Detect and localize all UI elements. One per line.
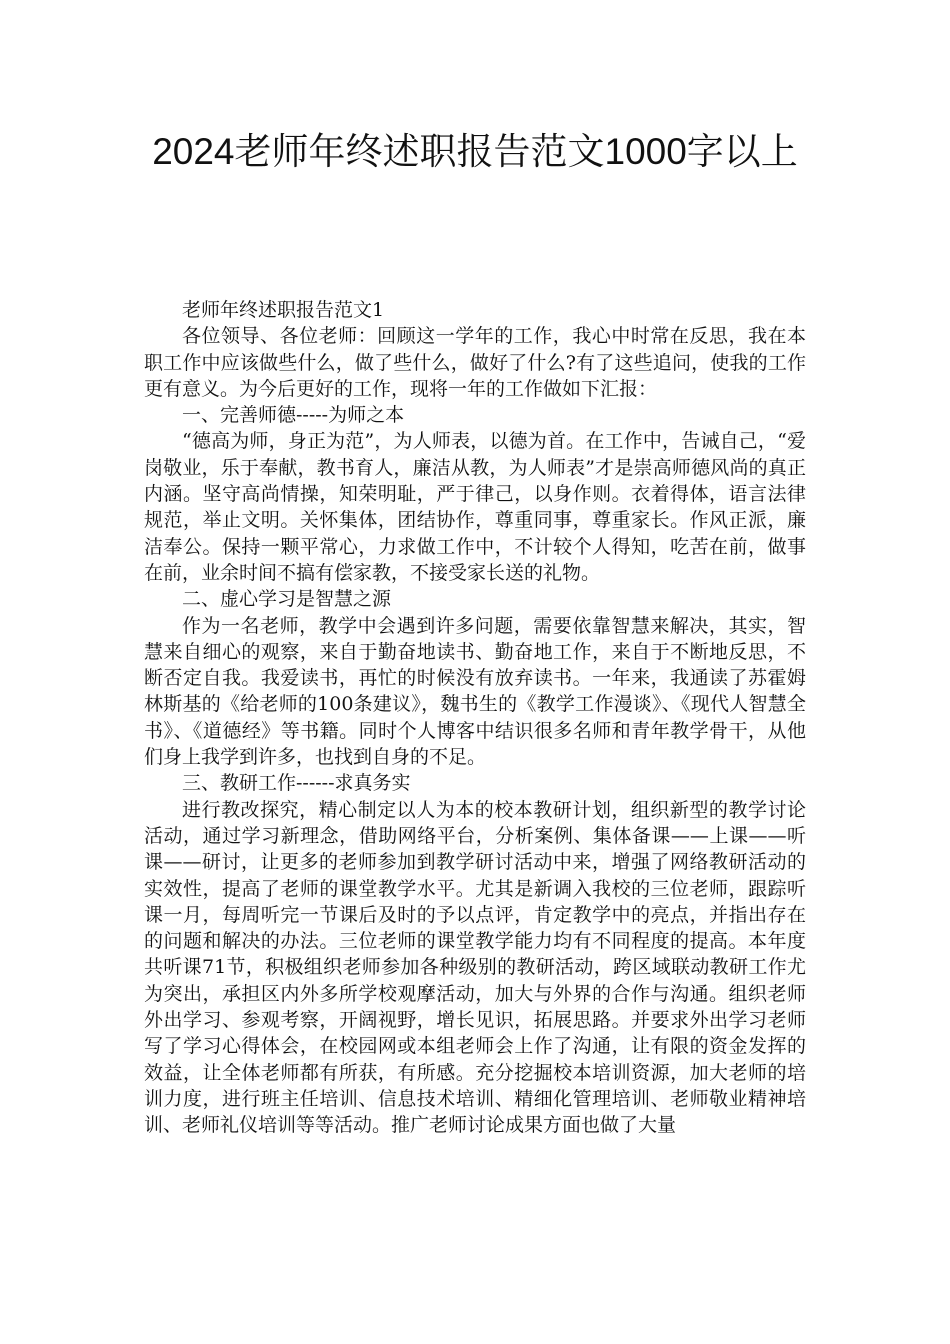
intro-paragraph: 各位领导、各位老师：回顾这一学年的工作，我心中时常在反思，我在本职工作中应该做些什么，做了些什么，做好了什么?有了这些追问，使我的工作更有意义。为今后更好的工作，现将一年的工作做如下汇报： (144, 325, 806, 400)
research-paragraph: 进行教改探究，精心制定以人为本的校本教研计划，组织新型的教学讨论活动，通过学习新理念，借助网络平台，分析案例、集体备课——上课——听课——研讨，让更多的老师参加到教学研讨活动中来，增强了网络教研活动的实效性，提高了老师的课堂教学水平。尤其是新调入我校的三位老师，跟踪听课一月，每周听完一节课后及时的予以点评，肯定教学中的亮点，并指出存在的问题和解决的办法。三位老师的课堂教学能力均有不同程度的提高。本年度共听课71节，积极组织老师参加各种级别的教研活动，跨区域联动教研工作尤为突出，承担区内外多所学校观摩活动，加大与外界的合作与沟通。组织老师外出学习、参观考察，开阔视野，增长见识，拓展思路。并要求外出学习老师写了学习心得体会，在校园网或本组老师会上作了沟通，让有限的资金发挥的效益，让全体老师都有所获，有所感。充分挖掘校本培训资源，加大老师的培训力度，进行班主任培训、信息技术培训、精细化管理培训、老师敬业精神培训、老师礼仪培训等等活动。推广老师讨论成果方面也做了大量 (144, 798, 806, 1137)
learning-paragraph: 作为一名老师，教学中会遇到许多问题，需要依靠智慧来解决，其实，智慧来自细心的观察，来自于勤奋地读书、勤奋地工作，来自于不断地反思，不断否定自我。我爱读书，再忙的时候没有放弃读书。一年来，我通读了苏霍姆林斯基的《给老师的100条建议》，魏书生的《教学工作漫谈》、《现代人智慧全书》、《道德经》等书籍。同时个人博客中结识很多名师和青年教学骨干，从他们身上我学到许多，也找到自身的不足。 (144, 614, 806, 769)
section-subtitle: 老师年终述职报告范文1 (182, 299, 385, 321)
ethics-paragraph: “德高为师，身正为范”，为人师表，以德为首。在工作中，告诫自己，“爱岗敬业，乐于奉献，教书育人，廉洁从教，为人师表”才是崇高师德风尚的真正内涵。坚守高尚情操，知荣明耻，严于律己，以身作则。衣着得体，语言法律规范，举止文明。关怀集体，团结协作，尊重同事，尊重家长。作风正派，廉洁奉公。保持一颗平常心，力求做工作中，不计较个人得知，吃苦在前，做事在前，业余时间不搞有偿家教，不接受家长送的礼物。 (144, 430, 806, 584)
heading-research: 三、教研工作------求真务实 (182, 772, 411, 795)
heading-learning: 二、虚心学习是智慧之源 (182, 588, 392, 611)
heading-ethics: 一、完善师德-----为师之本 (182, 404, 405, 427)
document-title: 2024老师年终述职报告范文1000字以上 (152, 131, 798, 172)
document-body (144, 297, 806, 1139)
